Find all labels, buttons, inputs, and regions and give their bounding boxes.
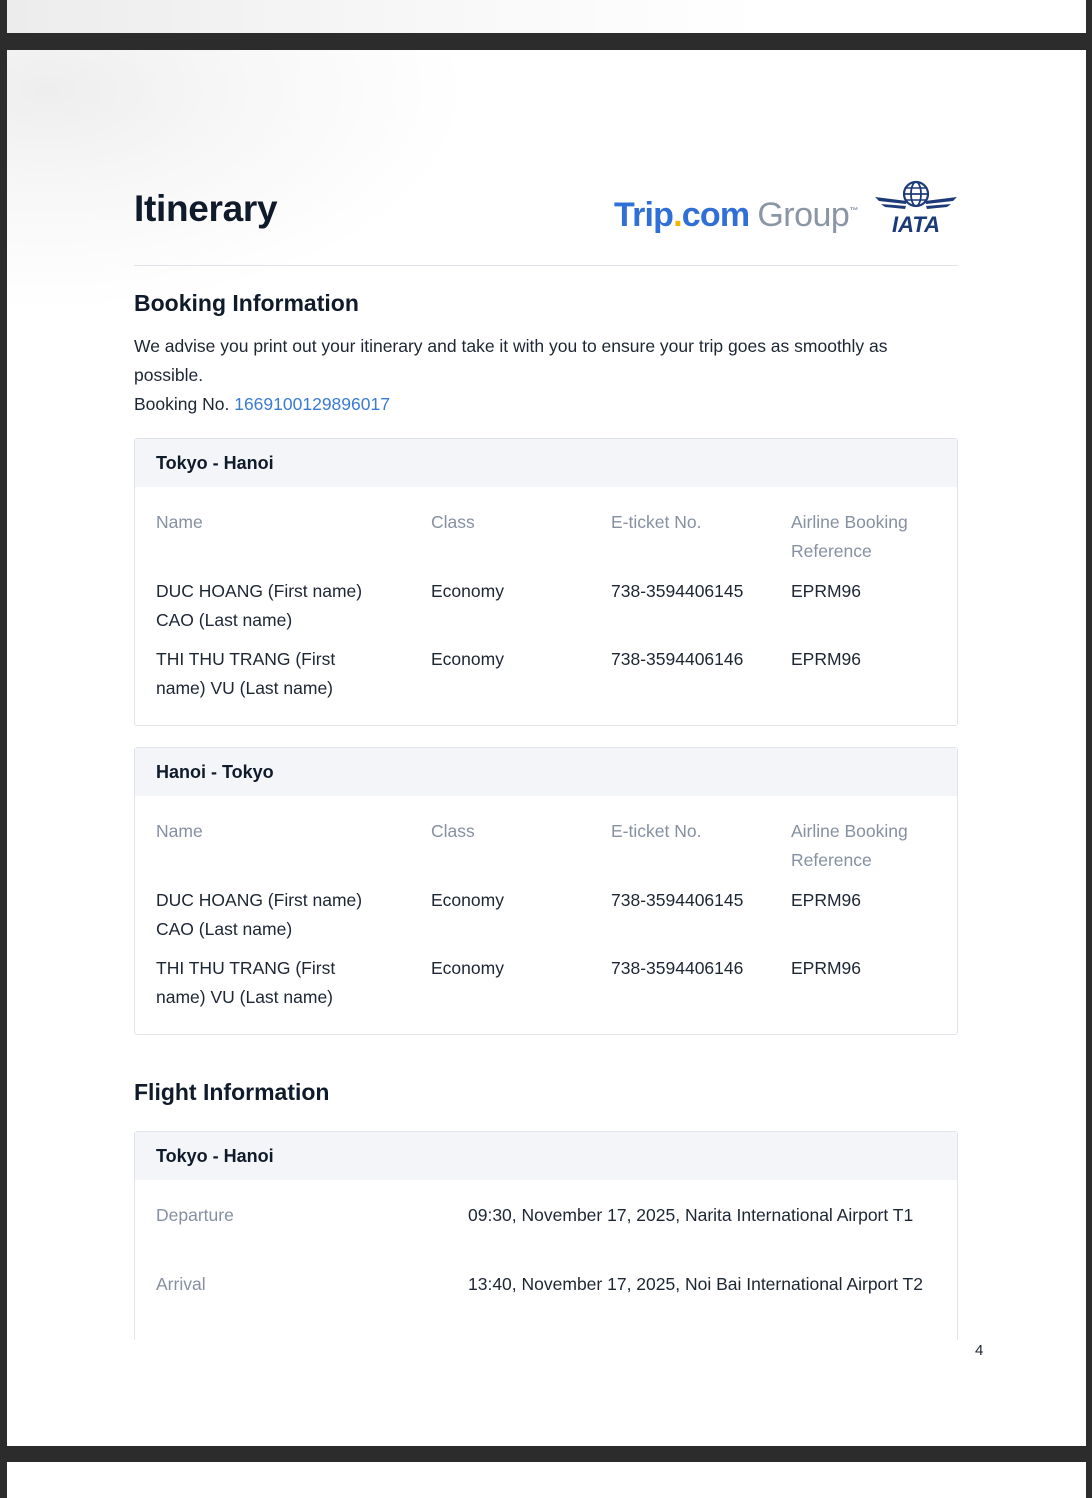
booking-information-heading: Booking Information: [134, 290, 359, 316]
header-divider: [134, 265, 958, 266]
iata-logo: [873, 180, 959, 236]
passenger-name: DUC HOANG (First name) CAO (Last name): [156, 890, 363, 939]
column-header-name: Name: [156, 512, 203, 532]
passenger-eticket: 738-3594406146: [611, 958, 744, 978]
passenger-name: THI THU TRANG (First name) VU (Last name): [156, 958, 336, 1007]
column-header-eticket: E-ticket No.: [611, 821, 702, 841]
print-advice-text: We advise you print out your itinerary and take it with you to ensure your trip goes as smoothly as possible.: [134, 336, 888, 385]
next-page-edge: [7, 1462, 1086, 1498]
departure-value: 09:30, November 17, 2025, Narita International Airport T1: [468, 1205, 914, 1225]
page-number: 4: [975, 1342, 984, 1359]
passenger-class: Economy: [431, 581, 504, 601]
passenger-name: THI THU TRANG (First name) VU (Last name): [156, 649, 336, 698]
column-header-booking-reference: Airline Booking Reference: [791, 512, 908, 561]
passenger-class: Economy: [431, 958, 504, 978]
passenger-booking-reference: EPRM96: [791, 581, 862, 601]
booking-card-return: [134, 747, 958, 1035]
column-header-booking-reference: Airline Booking Reference: [791, 821, 908, 870]
column-header-class: Class: [431, 821, 475, 841]
column-header-class: Class: [431, 512, 475, 532]
page-bottom-margin: [127, 1340, 967, 1446]
column-header-eticket: E-ticket No.: [611, 512, 702, 532]
booking-number: Booking No. 1669100129896017: [134, 394, 390, 414]
arrival-value: 13:40, November 17, 2025, Noi Bai International Airport T2: [468, 1274, 923, 1294]
page-title: Itinerary: [134, 188, 278, 229]
passenger-booking-reference: EPRM96: [791, 649, 862, 669]
passenger-class: Economy: [431, 890, 504, 910]
departure-label: Departure: [156, 1205, 234, 1225]
passenger-eticket: 738-3594406145: [611, 581, 744, 601]
previous-page-edge: [6, 0, 1086, 33]
trip-com-group-logo: Trip.com Group™: [614, 196, 858, 234]
column-header-name: Name: [156, 821, 203, 841]
booking-number-value[interactable]: 1669100129896017: [234, 394, 390, 414]
flight-information-heading: Flight Information: [134, 1079, 330, 1105]
passenger-booking-reference: EPRM96: [791, 890, 862, 910]
passenger-eticket: 738-3594406145: [611, 890, 744, 910]
passenger-eticket: 738-3594406146: [611, 649, 744, 669]
viewer-frame-left: [0, 0, 7, 1498]
card-route-title: Tokyo - Hanoi: [135, 1132, 957, 1180]
viewer-gap-top: [0, 33, 1092, 50]
arrival-label: Arrival: [156, 1274, 206, 1294]
viewer-gap-bottom: [0, 1446, 1092, 1462]
passenger-name: DUC HOANG (First name) CAO (Last name): [156, 581, 363, 630]
viewer-frame-right: [1086, 0, 1092, 1498]
booking-card-outbound: [134, 438, 958, 726]
card-route-title: Tokyo - Hanoi: [135, 439, 957, 487]
document-page: [7, 50, 1086, 1446]
iata-wordmark: IATA: [891, 212, 941, 236]
passenger-class: Economy: [431, 649, 504, 669]
passenger-booking-reference: EPRM96: [791, 958, 862, 978]
card-route-title: Hanoi - Tokyo: [135, 748, 957, 796]
